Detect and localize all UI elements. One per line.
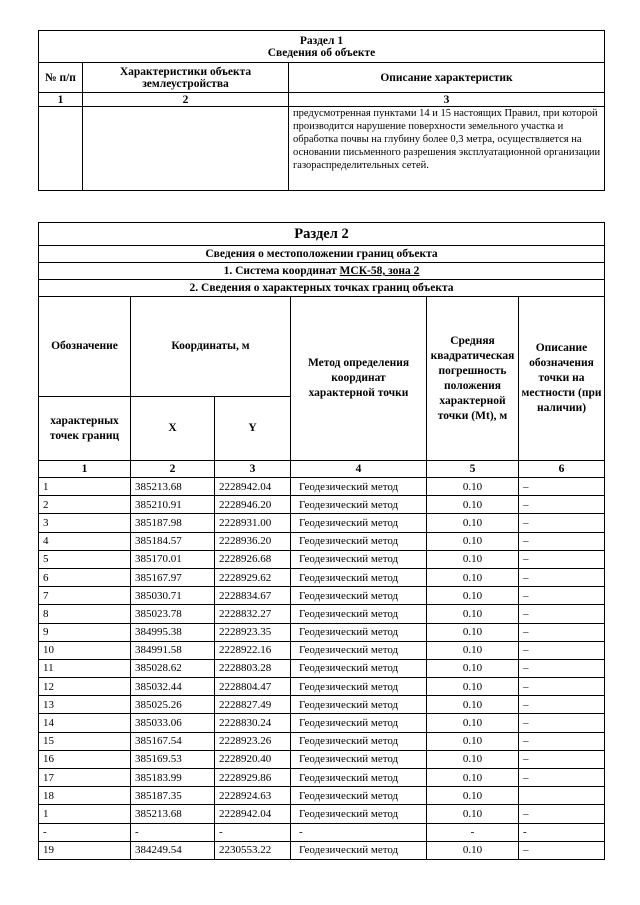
point-x: 385184.57 xyxy=(131,532,215,550)
header-point-description: Описание обозначения точки на местности (при наличии) xyxy=(519,297,605,461)
point-designation: 5 xyxy=(39,550,131,568)
point-description: – xyxy=(519,659,605,677)
point-x: 385167.97 xyxy=(131,568,215,586)
table-row xyxy=(39,532,605,550)
point-designation: 11 xyxy=(39,659,131,677)
characteristic-description: предусмотренная пунктами 14 и 15 настоящих Правил, при которой производится нарушение поверхности земельного участка и обработка почвы на глубину более 0,3 метра, осуществляется на основании письменного разрешения эксплуатационной организации газораспределительных сетей. xyxy=(289,107,605,191)
table-row xyxy=(39,587,605,605)
header-number: № п/п xyxy=(39,63,83,93)
section1-subtitle: Сведения об объекте xyxy=(267,46,376,59)
point-description: – xyxy=(519,514,605,532)
point-description: – xyxy=(519,587,605,605)
point-description: – xyxy=(519,841,605,859)
point-designation: 2 xyxy=(39,496,131,514)
point-x: 385170.01 xyxy=(131,550,215,568)
header-x: X xyxy=(131,397,215,461)
point-x: 385167.54 xyxy=(131,732,215,750)
table-row xyxy=(39,623,605,641)
table-row xyxy=(39,605,605,623)
point-error: 0.10 xyxy=(427,605,519,623)
table-row xyxy=(39,841,605,859)
point-x: 385023.78 xyxy=(131,605,215,623)
point-designation: 12 xyxy=(39,678,131,696)
point-description xyxy=(519,787,605,805)
point-method: Геодезический метод xyxy=(291,568,427,586)
coord-system xyxy=(39,263,605,280)
point-designation: 14 xyxy=(39,714,131,732)
point-y: 2228830.24 xyxy=(215,714,291,732)
point-method: Геодезический метод xyxy=(291,587,427,605)
point-error: 0.10 xyxy=(427,496,519,514)
section1-table xyxy=(38,30,605,191)
table-row xyxy=(39,732,605,750)
point-method: Геодезический метод xyxy=(291,805,427,823)
point-x: 385213.68 xyxy=(131,805,215,823)
col-number: 5 xyxy=(427,461,519,478)
col-number: 4 xyxy=(291,461,427,478)
point-x: 384995.38 xyxy=(131,623,215,641)
table-row xyxy=(39,823,605,841)
section2-subtitle: Сведения о местоположении границ объекта xyxy=(39,246,605,263)
point-x: 385025.26 xyxy=(131,696,215,714)
point-description: – xyxy=(519,750,605,768)
point-y: 2228936.20 xyxy=(215,532,291,550)
point-method: Геодезический метод xyxy=(291,496,427,514)
point-error: 0.10 xyxy=(427,568,519,586)
header-error-text: Средняя квадратическая погрешность положения характерной точки (Mt), м xyxy=(430,334,515,422)
point-method: Геодезический метод xyxy=(291,605,427,623)
point-y: 2228929.62 xyxy=(215,568,291,586)
point-error: 0.10 xyxy=(427,659,519,677)
point-designation: 19 xyxy=(39,841,131,859)
point-description: – xyxy=(519,714,605,732)
point-description: – xyxy=(519,478,605,496)
point-description: – xyxy=(519,641,605,659)
point-error: 0.10 xyxy=(427,805,519,823)
point-method: Геодезический метод xyxy=(291,550,427,568)
col-number: 3 xyxy=(215,461,291,478)
empty-cell xyxy=(39,107,83,191)
point-designation: 8 xyxy=(39,605,131,623)
point-method: Геодезический метод xyxy=(291,532,427,550)
col-number: 2 xyxy=(83,93,289,107)
point-error: 0.10 xyxy=(427,532,519,550)
section1-title: Раздел 1 xyxy=(299,34,344,47)
point-method: Геодезический метод xyxy=(291,787,427,805)
col-number: 1 xyxy=(39,93,83,107)
point-method: Геодезический метод xyxy=(291,478,427,496)
point-error: 0.10 xyxy=(427,732,519,750)
header-designation: Обозначение xyxy=(39,297,131,397)
table-row xyxy=(39,659,605,677)
point-y: 2228929.86 xyxy=(215,769,291,787)
point-method: Геодезический метод xyxy=(291,769,427,787)
point-y: 2228804.47 xyxy=(215,678,291,696)
section2-title: Раздел 2 xyxy=(39,223,605,246)
point-error: 0.10 xyxy=(427,678,519,696)
point-y: 2228832.27 xyxy=(215,605,291,623)
point-description: – xyxy=(519,550,605,568)
table-row xyxy=(39,805,605,823)
header-characteristics: Характеристики объекта землеустройства xyxy=(83,63,289,93)
col-number: 3 xyxy=(289,93,605,107)
point-x: 385033.06 xyxy=(131,714,215,732)
point-designation: 16 xyxy=(39,750,131,768)
point-x: - xyxy=(131,823,215,841)
point-error: 0.10 xyxy=(427,550,519,568)
point-description: – xyxy=(519,605,605,623)
point-method: Геодезический метод xyxy=(291,841,427,859)
point-error: 0.10 xyxy=(427,841,519,859)
point-error: 0.10 xyxy=(427,696,519,714)
table-row xyxy=(39,714,605,732)
point-y: 2228827.49 xyxy=(215,696,291,714)
point-designation: 17 xyxy=(39,769,131,787)
point-x: 385032.44 xyxy=(131,678,215,696)
point-x: 385187.35 xyxy=(131,787,215,805)
header-error xyxy=(427,297,519,461)
point-x: 384991.58 xyxy=(131,641,215,659)
point-x: 385213.68 xyxy=(131,478,215,496)
point-error: - xyxy=(427,823,519,841)
header-coordinates: Координаты, м xyxy=(131,297,291,397)
point-designation: 18 xyxy=(39,787,131,805)
points-heading: 2. Сведения о характерных точках границ объекта xyxy=(39,280,605,297)
col-number: 2 xyxy=(131,461,215,478)
table-row xyxy=(39,750,605,768)
point-error: 0.10 xyxy=(427,478,519,496)
coord-system-value: МСК-58, зона 2 xyxy=(339,265,420,277)
point-description: – xyxy=(519,805,605,823)
point-description: – xyxy=(519,678,605,696)
point-y: 2228922.16 xyxy=(215,641,291,659)
point-y: - xyxy=(215,823,291,841)
point-method: Геодезический метод xyxy=(291,678,427,696)
section2-table xyxy=(38,222,605,860)
point-y: 2228923.26 xyxy=(215,732,291,750)
point-y: 2228924.63 xyxy=(215,787,291,805)
point-error: 0.10 xyxy=(427,750,519,768)
point-x: 385028.62 xyxy=(131,659,215,677)
point-y: 2228920.40 xyxy=(215,750,291,768)
point-x: 385030.71 xyxy=(131,587,215,605)
header-method: Метод определения координат характерной точки xyxy=(291,297,427,461)
point-description: – xyxy=(519,568,605,586)
point-x: 385187.98 xyxy=(131,514,215,532)
table-row xyxy=(39,769,605,787)
point-y: 2228926.68 xyxy=(215,550,291,568)
point-description: – xyxy=(519,532,605,550)
point-method: Геодезический метод xyxy=(291,514,427,532)
point-y: 2228931.00 xyxy=(215,514,291,532)
point-error: 0.10 xyxy=(427,714,519,732)
point-designation: 9 xyxy=(39,623,131,641)
point-error: 0.10 xyxy=(427,587,519,605)
point-x: 384249.54 xyxy=(131,841,215,859)
point-description: – xyxy=(519,496,605,514)
point-y: 2228923.35 xyxy=(215,623,291,641)
point-y: 2228834.67 xyxy=(215,587,291,605)
point-method: Геодезический метод xyxy=(291,641,427,659)
point-description: – xyxy=(519,696,605,714)
table-row xyxy=(39,496,605,514)
header-description: Описание характеристик xyxy=(289,63,605,93)
point-y: 2228803.28 xyxy=(215,659,291,677)
point-designation: 13 xyxy=(39,696,131,714)
point-method: Геодезический метод xyxy=(291,732,427,750)
col-number: 6 xyxy=(519,461,605,478)
table-row xyxy=(39,550,605,568)
point-designation: 1 xyxy=(39,805,131,823)
table-row xyxy=(39,678,605,696)
point-method: Геодезический метод xyxy=(291,714,427,732)
point-y: 2228942.04 xyxy=(215,805,291,823)
point-designation: 10 xyxy=(39,641,131,659)
table-row xyxy=(39,641,605,659)
point-description: – xyxy=(519,769,605,787)
point-method: Геодезический метод xyxy=(291,696,427,714)
empty-cell xyxy=(83,107,289,191)
table-row xyxy=(39,478,605,496)
point-description: - xyxy=(519,823,605,841)
table-row xyxy=(39,696,605,714)
point-error: 0.10 xyxy=(427,787,519,805)
header-y: Y xyxy=(215,397,291,461)
point-method: Геодезический метод xyxy=(291,659,427,677)
point-description: – xyxy=(519,623,605,641)
point-y: 2230553.22 xyxy=(215,841,291,859)
point-designation: 4 xyxy=(39,532,131,550)
point-x: 385169.53 xyxy=(131,750,215,768)
table-row xyxy=(39,787,605,805)
point-designation: 1 xyxy=(39,478,131,496)
col-number: 1 xyxy=(39,461,131,478)
point-method: Геодезический метод xyxy=(291,750,427,768)
section1-heading xyxy=(39,31,605,63)
point-description: – xyxy=(519,732,605,750)
point-error: 0.10 xyxy=(427,641,519,659)
point-designation: 3 xyxy=(39,514,131,532)
point-y: 2228942.04 xyxy=(215,478,291,496)
header-designation-sub: характерных точек границ xyxy=(39,397,131,461)
point-error: 0.10 xyxy=(427,623,519,641)
point-error: 0.10 xyxy=(427,514,519,532)
point-designation: - xyxy=(39,823,131,841)
point-designation: 15 xyxy=(39,732,131,750)
point-designation: 7 xyxy=(39,587,131,605)
point-method: Геодезический метод xyxy=(291,623,427,641)
point-error: 0.10 xyxy=(427,769,519,787)
point-method: - xyxy=(291,823,427,841)
table-row xyxy=(39,568,605,586)
table-row xyxy=(39,514,605,532)
point-y: 2228946.20 xyxy=(215,496,291,514)
point-designation: 6 xyxy=(39,568,131,586)
point-x: 385183.99 xyxy=(131,769,215,787)
coord-system-label: 1. Система координат xyxy=(223,265,337,277)
point-x: 385210.91 xyxy=(131,496,215,514)
